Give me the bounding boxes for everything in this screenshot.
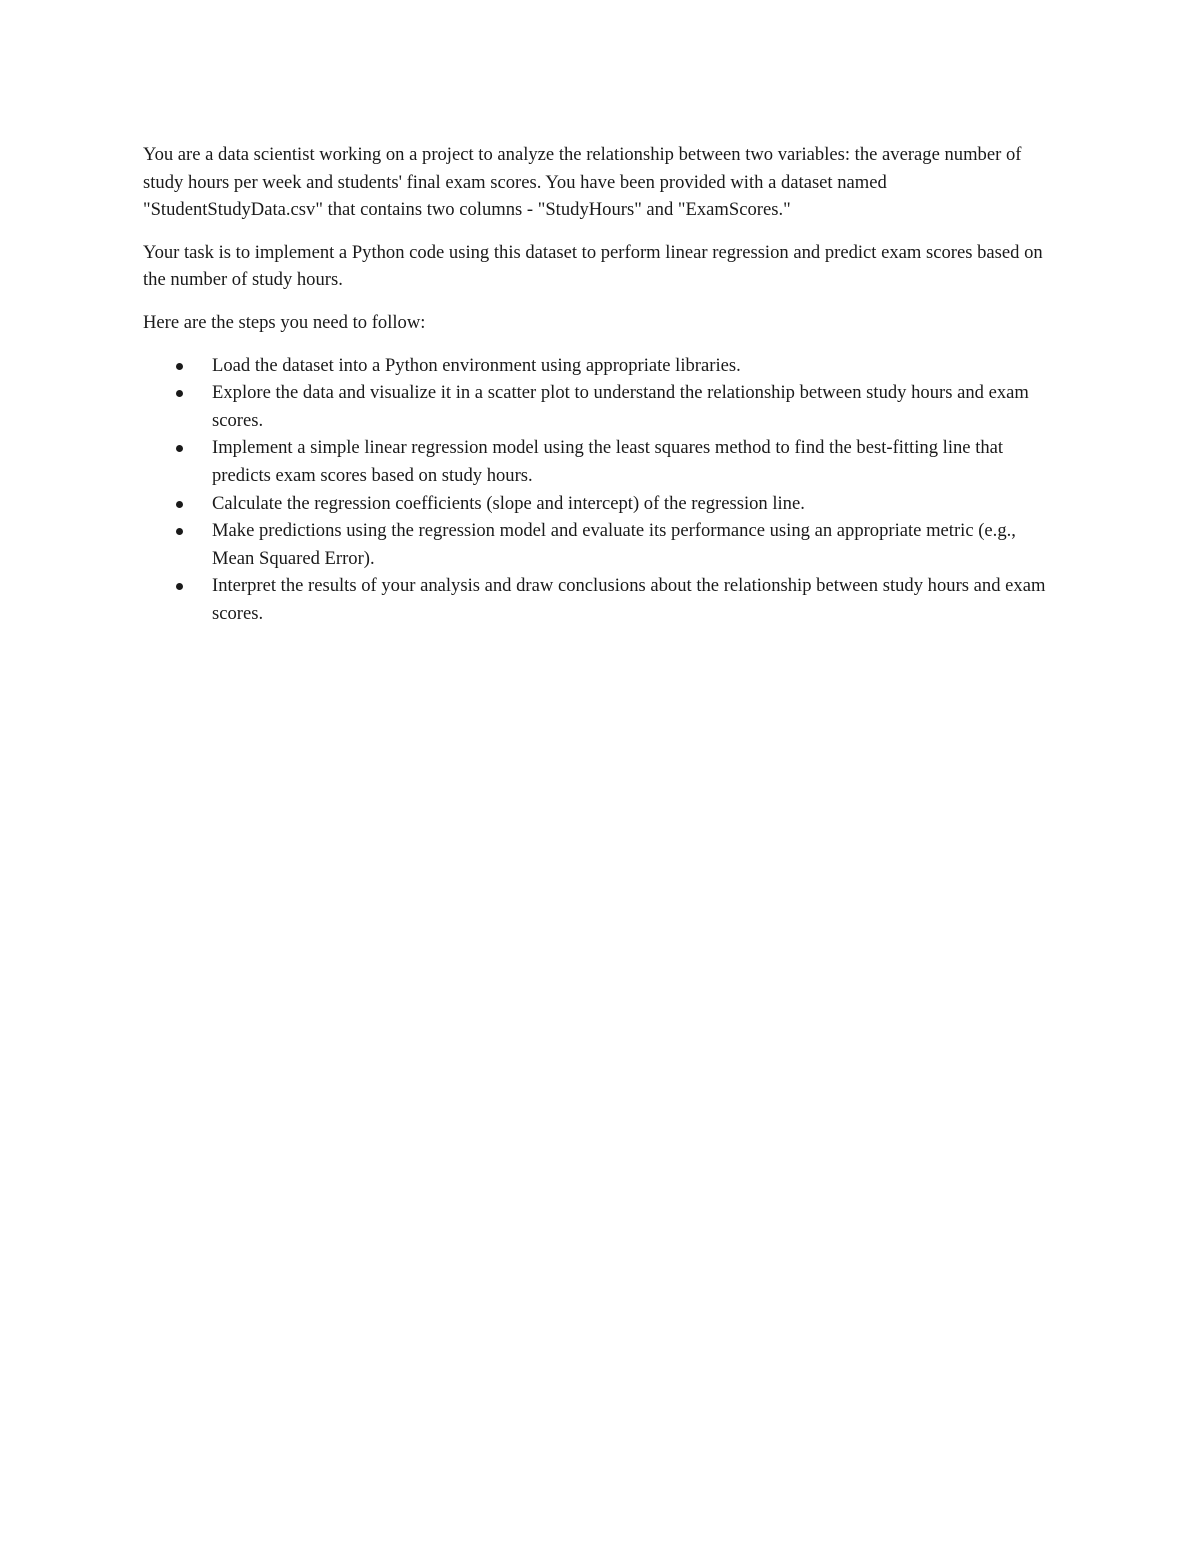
list-item bbox=[143, 572, 1058, 627]
list-item-text: Implement a simple linear regression model using the least squares method to find the best-fitting line that predicts exam scores based on study hours. bbox=[212, 437, 1004, 486]
bullet-icon bbox=[176, 583, 183, 590]
list-item bbox=[143, 517, 1058, 572]
list-item bbox=[143, 434, 1058, 489]
list-item bbox=[143, 379, 1058, 434]
steps-intro-paragraph: Here are the steps you need to follow: bbox=[143, 311, 426, 333]
list-item-text: Calculate the regression coefficients (slope and intercept) of the regression line. bbox=[212, 492, 805, 514]
list-item-text: Load the dataset into a Python environment using appropriate libraries. bbox=[212, 354, 741, 376]
list-item bbox=[143, 352, 1058, 380]
list-item-text: Interpret the results of your analysis and draw conclusions about the relationship between study hours and exam scores. bbox=[212, 575, 1046, 624]
list-item bbox=[143, 490, 1058, 518]
bullet-icon bbox=[176, 501, 183, 508]
bullet-icon bbox=[176, 390, 183, 397]
bullet-icon bbox=[176, 528, 183, 535]
list-item-text: Explore the data and visualize it in a scatter plot to understand the relationship between study hours and exam scores. bbox=[212, 382, 1029, 431]
list-item-text: Make predictions using the regression model and evaluate its performance using an appropriate metric (e.g., Mean Squared Error). bbox=[212, 520, 1016, 569]
bullet-icon bbox=[176, 363, 183, 370]
task-paragraph: Your task is to implement a Python code using this dataset to perform linear regression and predict exam scores based on the number of study hours. bbox=[143, 241, 1043, 291]
steps-list bbox=[143, 352, 1058, 628]
document-body bbox=[143, 141, 1058, 628]
intro-paragraph: You are a data scientist working on a project to analyze the relationship between two variables: the average number of study hours per week and students' final exam scores. You have been provided with a dataset named "StudentStudyData.csv" that contains two columns - "StudyHours" and "ExamScores." bbox=[143, 144, 1022, 221]
bullet-icon bbox=[176, 445, 183, 452]
